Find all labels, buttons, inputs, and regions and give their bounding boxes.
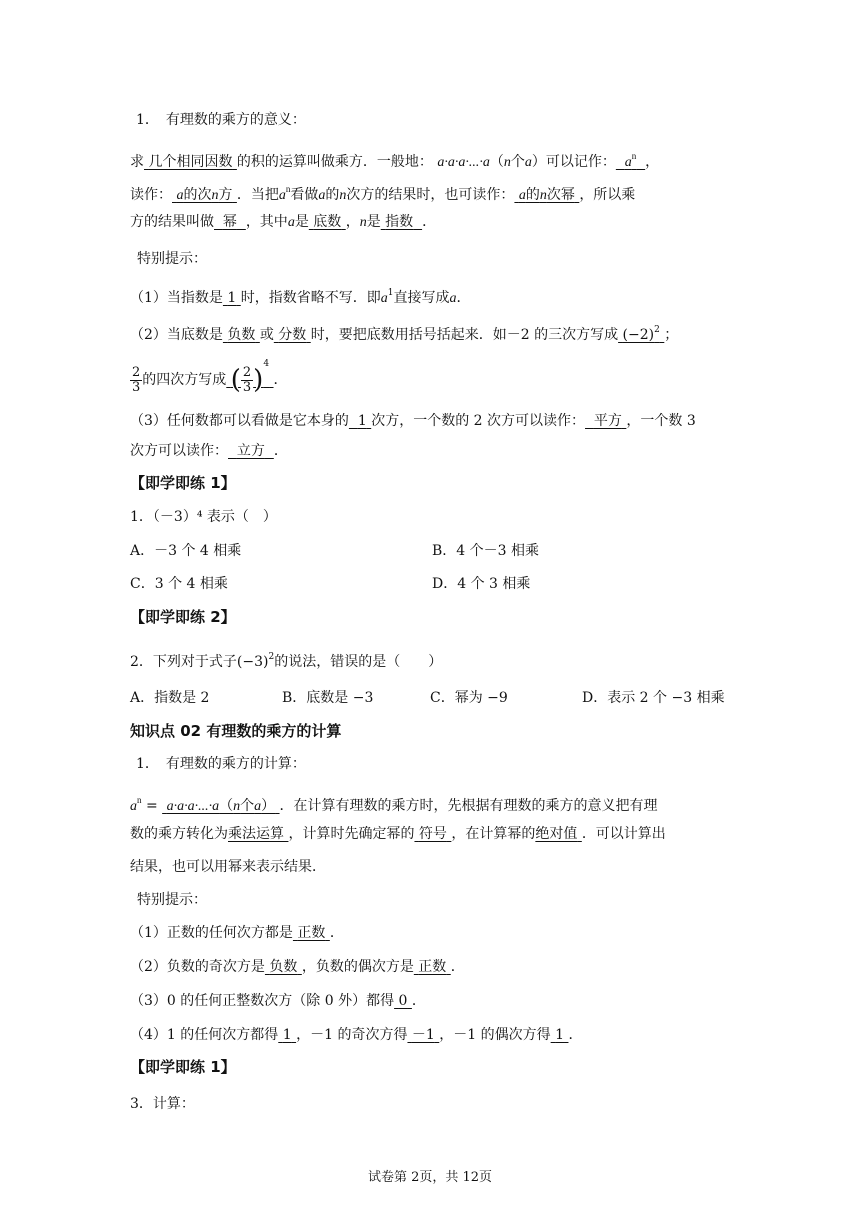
text: ，所以乘: [579, 187, 636, 203]
paragraph-line: [130, 179, 635, 206]
answer-blank: 平方: [593, 413, 622, 429]
text: ．: [422, 214, 437, 230]
tip-item: [130, 991, 426, 1011]
text: 方的结果叫做: [130, 214, 214, 230]
formula: a: [318, 188, 326, 203]
formula: n: [285, 184, 291, 194]
answer-blank: 绝对值: [535, 826, 578, 842]
option-c: C．幂为 −9: [430, 690, 508, 706]
text: （4）1 的任何次方都得: [130, 1027, 279, 1043]
page-footer: 试卷第 2页，共 12页: [367, 1170, 493, 1185]
option-c: C．3 个 4 相乘: [130, 576, 228, 592]
knowledge-point-title: 知识点 02 有理数的乘方的计算: [130, 722, 342, 740]
formula: n: [359, 215, 367, 230]
text: ．: [411, 993, 426, 1009]
answer-blank: 指数: [385, 214, 414, 230]
formula: n: [503, 155, 511, 170]
text: 次方，一个数的 2 次方可以读作：: [371, 413, 586, 429]
formula: a: [449, 291, 457, 306]
text: ，计算时先确定幂的: [288, 826, 415, 842]
text: 时，要把底数用括号括起来．如－2 的三次方写成: [310, 327, 619, 343]
answer-blank: a的n次幂: [518, 187, 575, 203]
text: ．: [568, 1027, 583, 1043]
answer-blank: 底数: [313, 214, 342, 230]
text: ，在计算幂的: [451, 826, 536, 842]
tip-label: 特别提示：: [137, 251, 207, 267]
text: （2）负数的奇次方是: [130, 959, 265, 975]
practice-title: 【即学即练 1】: [130, 1058, 236, 1076]
tip-item: [130, 1025, 582, 1045]
answer-blank: 负数: [269, 959, 298, 975]
answer-blank: 立方: [236, 443, 265, 459]
text: ，其中: [245, 214, 288, 230]
paragraph-line: [130, 790, 658, 817]
answer-blank: －1: [411, 1027, 435, 1043]
text: 看做: [290, 187, 319, 203]
formula: a: [130, 799, 137, 814]
option-d: D．表示 2 个 −3 相乘: [582, 690, 725, 706]
question-text: 2．下列对于式子$(-3)^2$的说法，错误的是（ ）: [130, 652, 443, 670]
text: ．当把: [236, 187, 279, 203]
formula: a: [524, 155, 532, 170]
paragraph-line: [130, 212, 436, 233]
tip-item-fraction: [130, 354, 288, 395]
formula: a: [278, 188, 286, 203]
option-b: B．底数是 −3: [282, 690, 374, 706]
answer-blank: 幂: [222, 214, 237, 230]
text: ．可以计算出: [581, 826, 666, 842]
paragraph-line: [130, 824, 666, 844]
text: 是: [294, 214, 309, 230]
text: ，负数的偶次方是: [301, 959, 414, 975]
fraction: $\frac{2}{3}$: [132, 364, 141, 395]
formula: n: [137, 795, 142, 805]
formula: 1: [387, 288, 394, 298]
text: 求: [130, 154, 144, 170]
answer-blank: a的次n方: [176, 187, 233, 203]
answer-blank: 分数: [278, 327, 307, 343]
formula: n: [339, 188, 347, 203]
text: ，一个数 3: [626, 413, 696, 429]
answer-blank: ( $\frac{2}{3}$ )$^4$: [230, 359, 270, 395]
text: 直接写成: [393, 290, 450, 306]
text: ，－1 的偶次方得: [439, 1027, 551, 1043]
text: 的四次方写成: [142, 372, 227, 388]
formula: a·a·a·...·a: [437, 155, 490, 170]
option-d: D．4 个 3 相乘: [432, 576, 531, 592]
tip-item: [130, 923, 344, 943]
text: ．: [273, 372, 288, 388]
text: （1）当指数是: [130, 290, 223, 306]
answer-blank: 正数: [297, 925, 326, 941]
text: ．在计算有理数的乘方时，先根据有理数的乘方的意义把有理: [279, 798, 658, 814]
answer-blank: 1: [282, 1027, 292, 1043]
text: 时，指数省略不写．即: [240, 290, 381, 306]
text: （3）0 的任何正整数次方（除 0 外）都得: [130, 993, 395, 1009]
answer-blank: 1: [555, 1027, 565, 1043]
answer-blank: 正数: [418, 959, 447, 975]
answer-blank: 符号: [418, 826, 447, 842]
text: （3）任何数都可以看做是它本身的: [130, 413, 349, 429]
text: 数的乘方转化为: [130, 826, 228, 842]
answer-blank: 乘法运算: [228, 826, 284, 842]
text: 的: [325, 187, 340, 203]
answer-blank: 1: [357, 413, 367, 429]
tip-item: [130, 957, 465, 977]
section-heading-meaning: 1． 有理数的乘方的意义：: [136, 112, 306, 128]
formula: a: [380, 291, 388, 306]
text: ；: [664, 327, 679, 343]
text: ）可以记作：: [531, 154, 616, 170]
text: ．: [273, 443, 288, 459]
question-text: 1．（－3）⁴ 表示（ ）: [130, 509, 277, 525]
formula: a: [287, 215, 295, 230]
option-b: B．4 个－3 相乘: [432, 543, 540, 559]
answer-blank: 几个相同因数: [148, 154, 233, 170]
tip-item: [130, 411, 696, 431]
text: 次方的结果时，也可读作：: [346, 187, 515, 203]
option-a: A．－3 个 4 相乘: [130, 543, 242, 559]
tip-item: [130, 320, 678, 345]
tip-label: 特别提示：: [137, 892, 207, 908]
text: ，－1 的奇次方得: [296, 1027, 408, 1043]
text: （1）正数的任何次方都是: [130, 925, 293, 941]
answer-blank: $a^n$: [624, 151, 637, 170]
text: （: [489, 154, 504, 170]
text: 或: [259, 327, 274, 343]
text: ．: [329, 925, 344, 941]
option-a: A．指数是 2: [130, 690, 210, 706]
text: 个: [510, 154, 525, 170]
text: =: [141, 798, 163, 814]
tip-item: [130, 283, 470, 309]
answer-blank: a·a·a·...·a（n个a）: [166, 798, 276, 814]
text: 次方可以读作：: [130, 443, 228, 459]
tip-item: [130, 441, 288, 461]
text: ．: [450, 959, 465, 975]
practice-title: 【即学即练 2】: [130, 608, 236, 626]
text: ，: [345, 214, 360, 230]
question-text: 3．计算：: [130, 1096, 195, 1112]
answer-blank: 负数: [227, 327, 256, 343]
paragraph-line: 求 几个相同因数 的积的运算叫做乘方．一般地： a·a·a·...·a（n个a）可以记作： $a^n$ ，: [130, 151, 660, 170]
text: ．: [456, 290, 471, 306]
text: 是: [366, 214, 381, 230]
text: 读作：: [130, 187, 172, 203]
answer-blank: $(-2)^2$: [622, 325, 660, 343]
paragraph-line: 结果，也可以用幂来表示结果．: [130, 859, 326, 875]
section-heading-calc: 1． 有理数的乘方的计算：: [136, 756, 306, 772]
answer-blank: 1: [227, 290, 237, 306]
practice-title: 【即学即练 1】: [130, 474, 236, 492]
answer-blank: 0: [398, 993, 408, 1009]
text: （2）当底数是: [130, 327, 223, 343]
text: 的积的运算叫做乘方．一般地：: [236, 154, 433, 170]
